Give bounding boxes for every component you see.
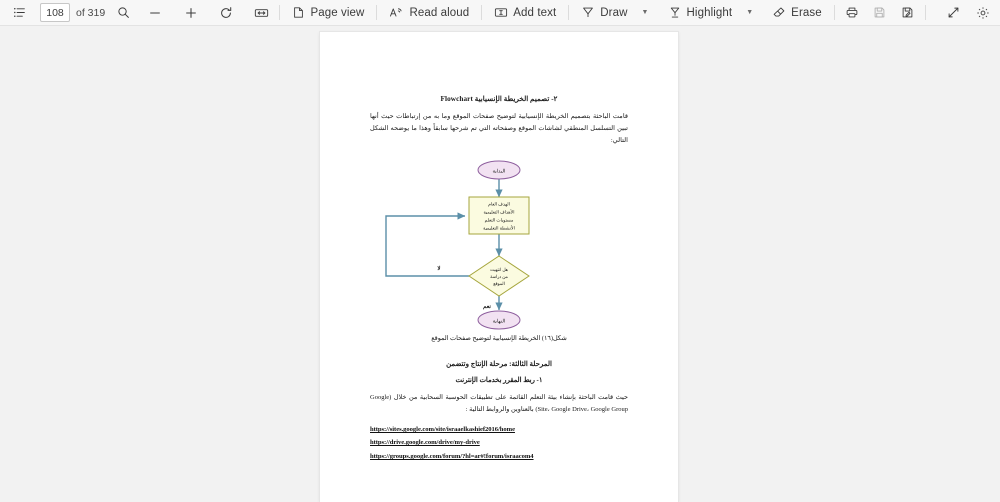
table-of-contents-icon	[13, 6, 26, 19]
pdf-viewer-area[interactable]	[0, 26, 1000, 501]
highlight-marker-icon	[668, 6, 682, 19]
draw-label: Draw	[600, 6, 628, 19]
fit-to-width-button[interactable]	[250, 2, 273, 24]
toolbar-center-group	[134, 2, 942, 24]
add-text-label: Add text	[513, 6, 557, 19]
flowchart-decision-line-1: هل انتهيت	[490, 266, 508, 272]
minus-icon	[148, 6, 162, 20]
flowchart-process-line-2: الأهداف التعليمية	[483, 209, 515, 215]
erase-button[interactable]	[766, 2, 828, 24]
rotate-button[interactable]	[215, 2, 237, 24]
settings-button[interactable]	[972, 2, 994, 24]
page-view-button[interactable]	[286, 2, 370, 24]
toolbar-divider	[376, 5, 377, 20]
table-of-contents-button[interactable]	[8, 2, 30, 24]
link-google-drive[interactable]: https://drive.google.com/drive/my-drive	[370, 439, 480, 447]
save-as-button[interactable]	[897, 2, 919, 24]
connector-loop-back	[386, 216, 469, 276]
save-icon	[873, 6, 886, 19]
erase-label: Erase	[791, 6, 822, 19]
sub-heading: ١- ربط المقرر بخدمات الإنترنت	[455, 376, 543, 384]
flowchart-process-line-1: الهدف العام	[488, 201, 510, 207]
highlight-button[interactable]	[662, 2, 739, 24]
flowchart-svg	[370, 160, 628, 330]
document-heading: ٢- تصميم الخريطة الإنسيابية Flowchart	[440, 95, 558, 103]
rotate-icon	[219, 6, 233, 20]
body-paragraph: حيث قامت الباحثة بإنشاء بيئة التعلم القائمة على تطبيقات الحوسبة السحابية من خلال (Google Site، Google Drive، Google Group) بالعناوين والروابط التالية :	[370, 393, 628, 414]
toolbar-divider	[481, 5, 482, 20]
flowchart-yes-label: نعم	[483, 303, 491, 310]
page-number-input[interactable]	[40, 3, 70, 22]
link-list	[370, 426, 628, 460]
flowchart-decision-line-3: الموقع	[493, 280, 505, 286]
toolbar-divider	[925, 5, 926, 20]
link-google-site[interactable]: https://sites.google.com/site/israaelkashief2016/home	[370, 425, 515, 433]
fit-to-width-icon	[254, 6, 269, 20]
print-button[interactable]	[841, 2, 863, 24]
search-button[interactable]	[112, 2, 134, 24]
flowchart-process-line-3: مستويات التعلم	[484, 217, 514, 223]
toolbar-right-group	[942, 2, 1000, 24]
draw-button[interactable]	[575, 2, 633, 24]
draw-pen-icon	[581, 6, 595, 19]
zoom-out-button[interactable]	[144, 2, 166, 24]
flowchart-process-line-4: الأنشطة التعليمية	[483, 225, 515, 231]
read-aloud-icon	[389, 6, 404, 19]
chevron-down-icon: ▼	[641, 9, 649, 16]
plus-icon	[184, 6, 198, 20]
flowchart-no-label: لا	[437, 265, 441, 272]
highlight-options-button[interactable]	[738, 2, 760, 24]
save-button[interactable]	[869, 2, 891, 24]
zoom-in-button[interactable]	[180, 2, 202, 24]
flowchart-end-node	[478, 311, 520, 329]
pdf-page	[320, 32, 678, 502]
page-total-label: of 319	[76, 6, 106, 19]
eraser-icon	[772, 6, 786, 19]
highlight-label: Highlight	[686, 6, 733, 19]
flowchart-process-node	[469, 197, 529, 234]
page-number-value: 108	[46, 6, 64, 19]
figure-caption: شكل(١٦) الخريطة الإنسيابية لتوضيح صفحات الموقع	[431, 334, 567, 342]
print-icon	[845, 6, 859, 19]
toolbar-divider	[279, 5, 280, 20]
page-view-label: Page view	[310, 6, 365, 19]
flowchart-decision-line-2: من دراسة	[490, 273, 508, 279]
read-aloud-button[interactable]	[383, 2, 475, 24]
intro-paragraph: قامت الباحثة بتصميم الخريطة الإنسيابية لتوضيح صفحات الموقع وما به من إرتباطات حيث أنها تبين التسلسل المنطقي لشاشات الموقع وصفحاته التي تم شرحها سابقاً وهذا ما يوضحه الشكل التالي:	[370, 113, 628, 145]
search-icon	[117, 6, 130, 19]
section-heading: المرحلة الثالثة: مرحلة الإنتاج وتتضمن	[446, 359, 552, 368]
page-view-icon	[292, 6, 305, 19]
toolbar-divider	[834, 5, 835, 20]
pdf-toolbar	[0, 0, 1000, 26]
toolbar-left-group	[0, 2, 134, 24]
add-text-button[interactable]	[488, 2, 562, 24]
chevron-down-icon: ▼	[746, 9, 754, 16]
flowchart-start-label: البداية	[492, 168, 506, 175]
flowchart-decision-node	[469, 256, 529, 296]
read-aloud-label: Read aloud	[409, 6, 470, 19]
add-text-icon	[494, 6, 508, 19]
save-as-icon	[901, 6, 914, 19]
draw-options-button[interactable]	[634, 2, 656, 24]
flowchart-end-label: النهاية	[492, 318, 506, 325]
flowchart-start-node	[478, 161, 520, 179]
flowchart-figure	[370, 160, 628, 330]
settings-gear-icon	[976, 6, 990, 20]
fullscreen-icon	[947, 6, 960, 19]
link-google-group[interactable]: https://groups.google.com/forum/?hl=ar#!forum/israacom4	[370, 452, 534, 460]
page-content	[320, 32, 678, 502]
toolbar-divider	[568, 5, 569, 20]
fullscreen-button[interactable]	[942, 2, 964, 24]
